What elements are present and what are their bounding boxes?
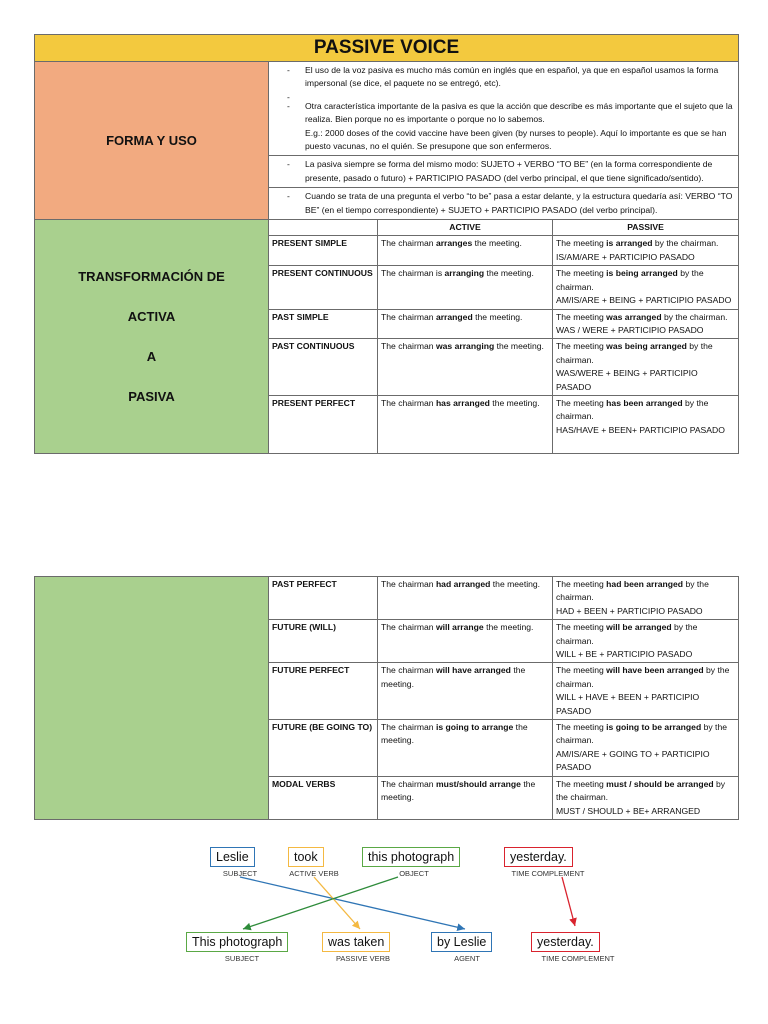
table-row: PAST CONTINUOUS The chairman was arranging the meeting. The meeting was being arranged by the chairman. WAS/WERE + BEING + PARTICIPIO PASADO <box>35 339 739 396</box>
caption-active-verb: ACTIVE VERB <box>289 869 339 878</box>
table-row: FUTURE PERFECT The chairman will have arranged the meeting. The meeting will have been arranged by the chairman. WILL + HAVE + BEEN + PARTICIPIO PASADO <box>35 663 739 720</box>
caption-time-complement-top: TIME COMPLEMENT <box>511 869 585 878</box>
table-row: PRESENT PERFECT The chairman has arranged the meeting. The meeting has been arranged by the chairman. HAS/HAVE + BEEN+ PARTICIPIO PASADO <box>35 395 739 453</box>
table-row: FUTURE (WILL) The chairman will arrange the meeting. The meeting will be arranged by the chairman. WILL + BE + PARTICIPIO PASADO <box>35 620 739 663</box>
word-box-took: took <box>288 847 324 867</box>
arrow-time-to-time <box>562 877 575 926</box>
transformacion-label: TRANSFORMACIÓN DE ACTIVA A PASIVA <box>35 220 269 454</box>
table-row: MODAL VERBS The chairman must/should arrange the meeting. The meeting must / should be arranged by the chairman. MUST / SHOULD + BE+ ARRANGED <box>35 776 739 819</box>
forma-bullet-3: - Cuando se trata de una pregunta el verbo “to be” pasa a estar delante, y la estructura quedaría así: VERBO “TO BE” (en el tiempo correspondiente) + SUJETO + PARTICIPIO PASADO (del verbo principal). <box>269 188 739 220</box>
word-box-was-taken: was taken <box>322 932 390 952</box>
page-title: PASSIVE VOICE <box>35 35 739 62</box>
header-active: ACTIVE <box>378 220 553 236</box>
word-box-this-photograph-passive: This photograph <box>186 932 288 952</box>
table-row: PRESENT SIMPLE The chairman arranges the meeting. The meeting is arranged by the chairman. IS/AM/ARE + PARTICIPIO PASADO <box>35 236 739 266</box>
caption-subject: SUBJECT <box>222 869 258 878</box>
word-box-yesterday-bottom: yesterday. <box>531 932 600 952</box>
table-row: PAST PERFECT The chairman had arranged the meeting. The meeting had been arranged by the chairman. HAD + BEEN + PARTICIPIO PASADO <box>35 577 739 620</box>
caption-time-complement-bottom: TIME COMPLEMENT <box>541 954 615 963</box>
word-box-yesterday-top: yesterday. <box>504 847 573 867</box>
table-row: FUTURE (BE GOING TO) The chairman is going to arrange the meeting. The meeting is going to be arranged by the chairman. AM/IS/ARE + GOING TO + PARTICIPIO PASADO <box>35 720 739 777</box>
caption-agent: AGENT <box>454 954 480 963</box>
word-box-by-leslie: by Leslie <box>431 932 492 952</box>
forma-bullet-2: - La pasiva siempre se forma del mismo modo: SUJETO + VERBO “TO BE” (en la forma correspondiente de presente, pasado o futuro) + PARTICIPIO PASADO (del verbo principal, el que tiene significado/sentido). <box>269 156 739 188</box>
word-box-leslie: Leslie <box>210 847 255 867</box>
forma-bullet-1: - El uso de la voz pasiva es mucho más común en inglés que en español, ya que en español usamos la forma impersonal (se dice, el paquete no se entregó, etc). - - Otra característica importante de la pasiva es que la acción que describe es más importante que el sujeto que la realiza. Bien porque no es importante o porque no lo sabemos. E.g.: 2000 doses of the covid vaccine have been given (by nurses to people). Aquí lo importante es que se han puesto vacunas, no el quién. Se presupone que son enfermeros. <box>269 62 739 156</box>
table-row: PRESENT CONTINUOUS The chairman is arranging the meeting. The meeting is being arranged by the chairman. AM/IS/ARE + BEING + PARTICIPIO PASADO <box>35 266 739 309</box>
word-box-this-photograph: this photograph <box>362 847 460 867</box>
header-passive: PASSIVE <box>553 220 739 236</box>
forma-y-uso-label: FORMA Y USO <box>35 62 269 220</box>
caption-passive-verb: PASSIVE VERB <box>335 954 391 963</box>
caption-subject-passive: SUBJECT <box>224 954 260 963</box>
table-row: PAST SIMPLE The chairman arranged the meeting. The meeting was arranged by the chairman. WAS / WERE + PARTICIPIO PASADO <box>35 309 739 339</box>
caption-object: OBJECT <box>399 869 429 878</box>
